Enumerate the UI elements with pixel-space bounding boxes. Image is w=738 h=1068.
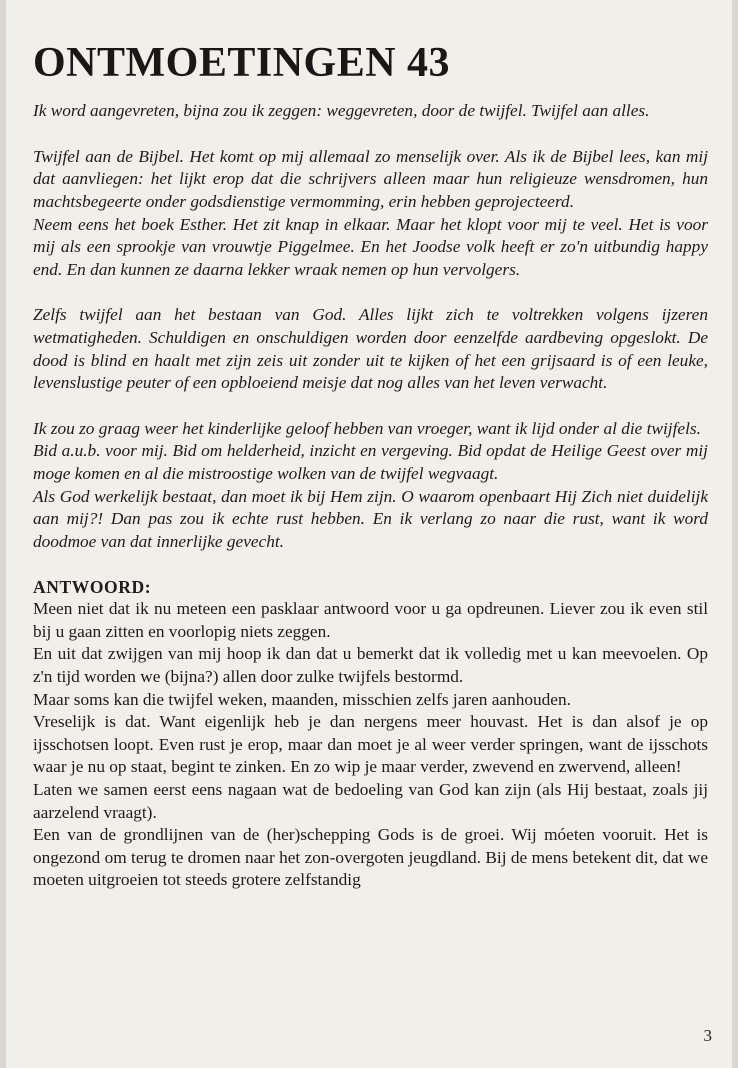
answer-paragraph: En uit dat zwijgen van mij hoop ik dan dat u bemerkt dat ik volledig met u kan meevoelen. Op z'n tijd worden we (bijna?) allen door zulke twijfels bestormd. (33, 644, 708, 687)
reader-letter (33, 100, 708, 553)
letter-paragraph: Twijfel aan de Bijbel. Het komt op mij allemaal zo menselijk over. Als ik de Bijbel lees, kan mij dat aanvliegen: het lijkt erop dat die schrijvers alleen maar hun religieuze wensdromen, hun machtsbegeerte onder godsdienstige vermomming, erin hebben geprojecteerd. (33, 146, 708, 211)
page-number: 3 (703, 1026, 712, 1045)
answer-paragraph: Een van de grondlijnen van de (her)schepping Gods is de groei. Wij móeten vooruit. Het is ongezond om terug te dromen naar het zon-overgoten jeugdland. Bij de mens betekent dit, dat we moeten uitgroeien tot steeds grotere zelfstandig (33, 825, 708, 890)
answer-paragraph: Laten we samen eerst eens nagaan wat de bedoeling van God kan zijn (als Hij bestaat, zoals jij aarzelend vraagt). (33, 780, 708, 822)
answer-paragraph: Vreselijk is dat. Want eigenlijk heb je dan nergens meer houvast. Het is dan alsof je op ijsschotsen loopt. Even rust je erop, maar dan moet je al weer verder springen, want de ijsschots waar je nu op staat, begint te zinken. En zo wip je maar verder, zwevend en zwervend, alleen! (33, 712, 708, 777)
answer-section (33, 576, 708, 892)
document-page (6, 0, 732, 1068)
answer-heading: ANTWOORD: (33, 577, 152, 598)
letter-paragraph: Ik word aangevreten, bijna zou ik zeggen: weggevreten, door de twijfel. Twijfel aan alles. (33, 101, 650, 121)
answer-paragraph: Maar soms kan die twijfel weken, maanden, misschien zelfs jaren aanhouden. (33, 689, 571, 709)
letter-paragraph: Zelfs twijfel aan het bestaan van God. Alles lijkt zich te voltrekken volgens ijzeren wetmatigheden. Schuldigen en onschuldigen worden door eenzelfde aardbeving opgeslokt. De dood is blind en haalt met zijn zeis uit zonder uit te kijken of het een grijsaard is of een leuke, levenslustige peuter of een opbloeiend meisje dat nog alles van het leven verwacht. (33, 305, 708, 393)
letter-paragraph: Als God werkelijk bestaat, dan moet ik bij Hem zijn. O waarom openbaart Hij Zich niet duidelijk aan mij?! Dan pas zou ik echte rust hebben. En ik verlang zo naar die rust, want ik word doodmoe van dat innerlijke gevecht. (33, 486, 708, 551)
answer-paragraph: Meen niet dat ik nu meteen een pasklaar antwoord voor u ga opdreunen. Liever zou ik even stil bij u gaan zitten en voorlopig niets zeggen. (33, 599, 708, 641)
page-title: ONTMOETINGEN 43 (33, 40, 451, 86)
letter-paragraph: Ik zou zo graag weer het kinderlijke geloof hebben van vroeger, want ik lijd onder al die twijfels. (33, 418, 701, 438)
letter-paragraph: Neem eens het boek Esther. Het zit knap in elkaar. Maar het klopt voor mij te veel. Het is voor mij als een sprookje van vrouwtje Piggelmee. En het Joodse volk heeft er zo'n uitbundig happy end. En dan kunnen ze daarna lekker wraak nemen op hun vervolgers. (33, 214, 708, 279)
letter-paragraph: Bid a.u.b. voor mij. Bid om helderheid, inzicht en vergeving. Bid opdat de Heilige Geest over mij moge komen en al die mistroostige wolken van de twijfel wegvaagt. (33, 441, 708, 483)
